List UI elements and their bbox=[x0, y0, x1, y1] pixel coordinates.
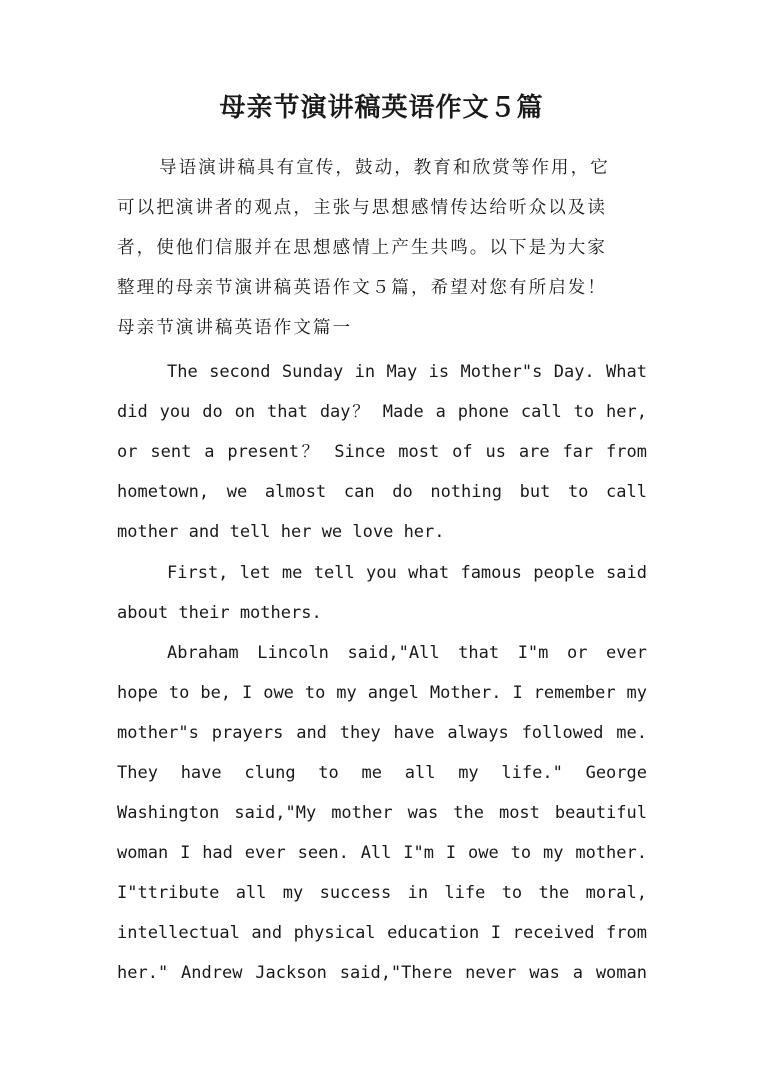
section-heading bbox=[117, 308, 647, 348]
intro-line: 导语演讲稿具有宣传，鼓动，教育和欣赏等作用，它 bbox=[159, 158, 610, 178]
paragraph-line: First, let me tell you what famous people said bbox=[167, 563, 647, 583]
paragraph-line: mother"s prayers and they have always followed me. bbox=[117, 723, 647, 743]
paragraph-line: woman I had ever seen. All I"m I owe to my mother. bbox=[117, 843, 647, 863]
paragraph-line: hometown, we almost can do nothing but to call bbox=[117, 482, 647, 502]
paragraph-3 bbox=[117, 633, 647, 993]
paragraph-line: The second Sunday in May is Mother"s Day. What bbox=[167, 362, 647, 382]
paragraph-line: Washington said,"My mother was the most beautiful bbox=[117, 803, 647, 823]
paragraph-2 bbox=[117, 553, 647, 633]
paragraph-line: did you do on that day？ Made a phone call to her, bbox=[117, 402, 647, 422]
intro-line: 整理的母亲节演讲稿英语作文５篇，希望对您有所启发！ bbox=[117, 278, 607, 298]
intro-line: 可以把演讲者的观点，主张与思想感情传达给听众以及读 bbox=[117, 198, 607, 218]
paragraph-line: hope to be, I owe to my angel Mother. I remember my bbox=[117, 683, 647, 703]
paragraph-line: I"ttribute all my success in life to the moral, bbox=[117, 883, 647, 903]
paragraph-line: or sent a present？ Since most of us are far from bbox=[117, 442, 647, 462]
paragraph-line: about their mothers. bbox=[117, 603, 322, 623]
section-heading-text: 母亲节演讲稿英语作文篇一 bbox=[117, 318, 353, 338]
paragraph-line: Abraham Lincoln said,"All that I"m or ever bbox=[167, 643, 647, 663]
document-title: 母亲节演讲稿英语作文５篇 bbox=[219, 93, 544, 123]
intro-paragraph bbox=[117, 148, 647, 308]
paragraph-line: intellectual and physical education I received from bbox=[117, 923, 647, 943]
paragraph-line: her." Andrew Jackson said,"There never was a woman bbox=[117, 963, 647, 983]
paragraph-line: mother and tell her we love her. bbox=[117, 522, 445, 542]
paragraph-1 bbox=[117, 352, 647, 552]
intro-line: 者，使他们信服并在思想感情上产生共鸣。以下是为大家 bbox=[117, 238, 607, 258]
paragraph-line: They have clung to me all my life." George bbox=[117, 763, 647, 783]
